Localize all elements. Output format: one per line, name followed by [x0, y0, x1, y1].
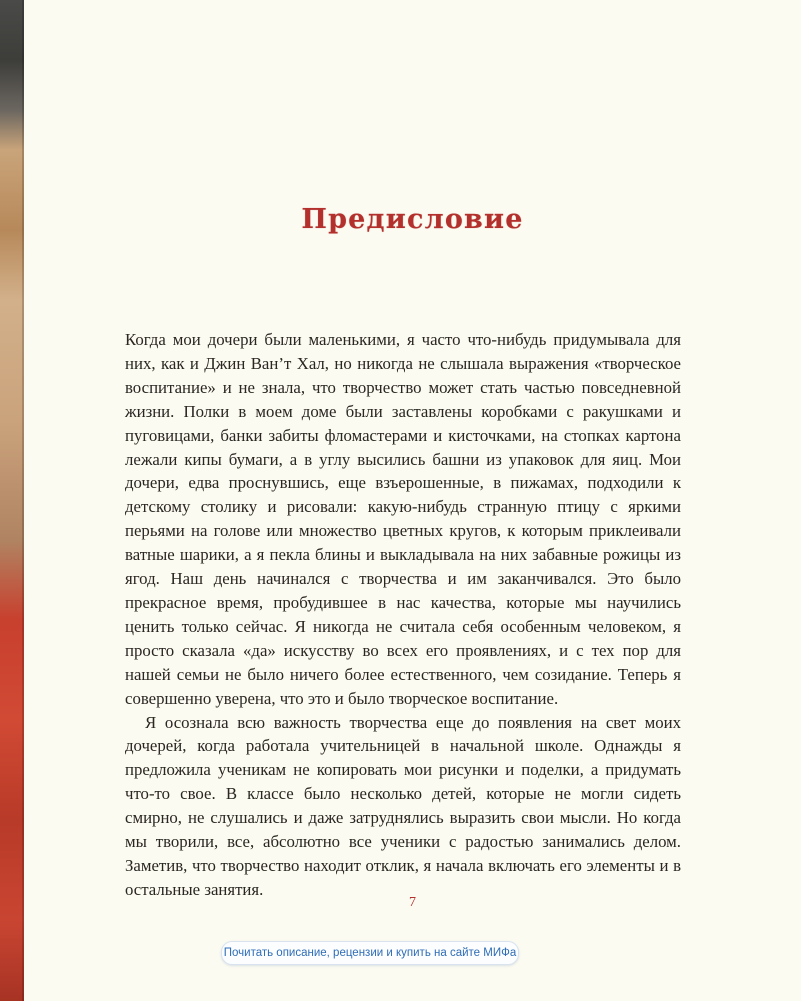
chapter-heading: Предисловие: [301, 204, 524, 235]
cover-photo-strip: [0, 0, 24, 1001]
store-link-button[interactable]: Почитать описание, рецензии и купить на сайте МИФа: [221, 941, 519, 965]
paragraph-2: Я осознала всю важность творчества еще до появления на свет моих дочерей, когда работала учительницей в начальной школе. Однажды я предложила ученикам не копировать мои рисунки и поделки, а придумать что-то свое. В классе было несколько детей, которые не могли сидеть смирно, не слушались и даже затруднялись выразить свои мысли. Но когда мы творили, все, абсолютно все ученики с радостью занимались делом. Заметив, что творчество находит отклик, я начала включать его элементы и в остальные занятия.: [125, 712, 681, 899]
body-text: [125, 328, 681, 902]
book-page: [24, 0, 801, 1001]
paragraph-1: Когда мои дочери были маленькими, я часто что-нибудь придумывала для них, как и Джин Ван’т Хал, но никогда не слышала выражения «творческое воспитание» и не знала, что творчество может стать частью повседневной жизни. Полки в моем доме были заставлены коробками с ракушками и пуговицами, банки забиты фломастерами и кисточками, на стопках картона лежали кипы бумаги, а в углу высились башни из упаковок для яиц. Мои дочери, едва проснувшись, еще взъерошенные, в пижамах, подходили к детскому столику и рисовали: какую-нибудь странную птицу с яркими перьями на голове или множество цветных кругов, к которым приклеивали ватные шарики, а я пекла блины и выкладывала на них забавные рожицы из ягод. Наш день начинался с творчества и им заканчивался. Это было прекрасное время, пробудившее в нас качества, которые мы научились ценить только сейчас. Я никогда не считала себя особенным человеком, я просто сказала «да» искусству во всех его проявлениях, и с тех пор для нашей семьи не было ничего более естественного, чем созидание. Теперь я совершенно уверена, что это и было творческое воспитание.: [125, 330, 681, 708]
page-number: 7: [409, 895, 416, 910]
